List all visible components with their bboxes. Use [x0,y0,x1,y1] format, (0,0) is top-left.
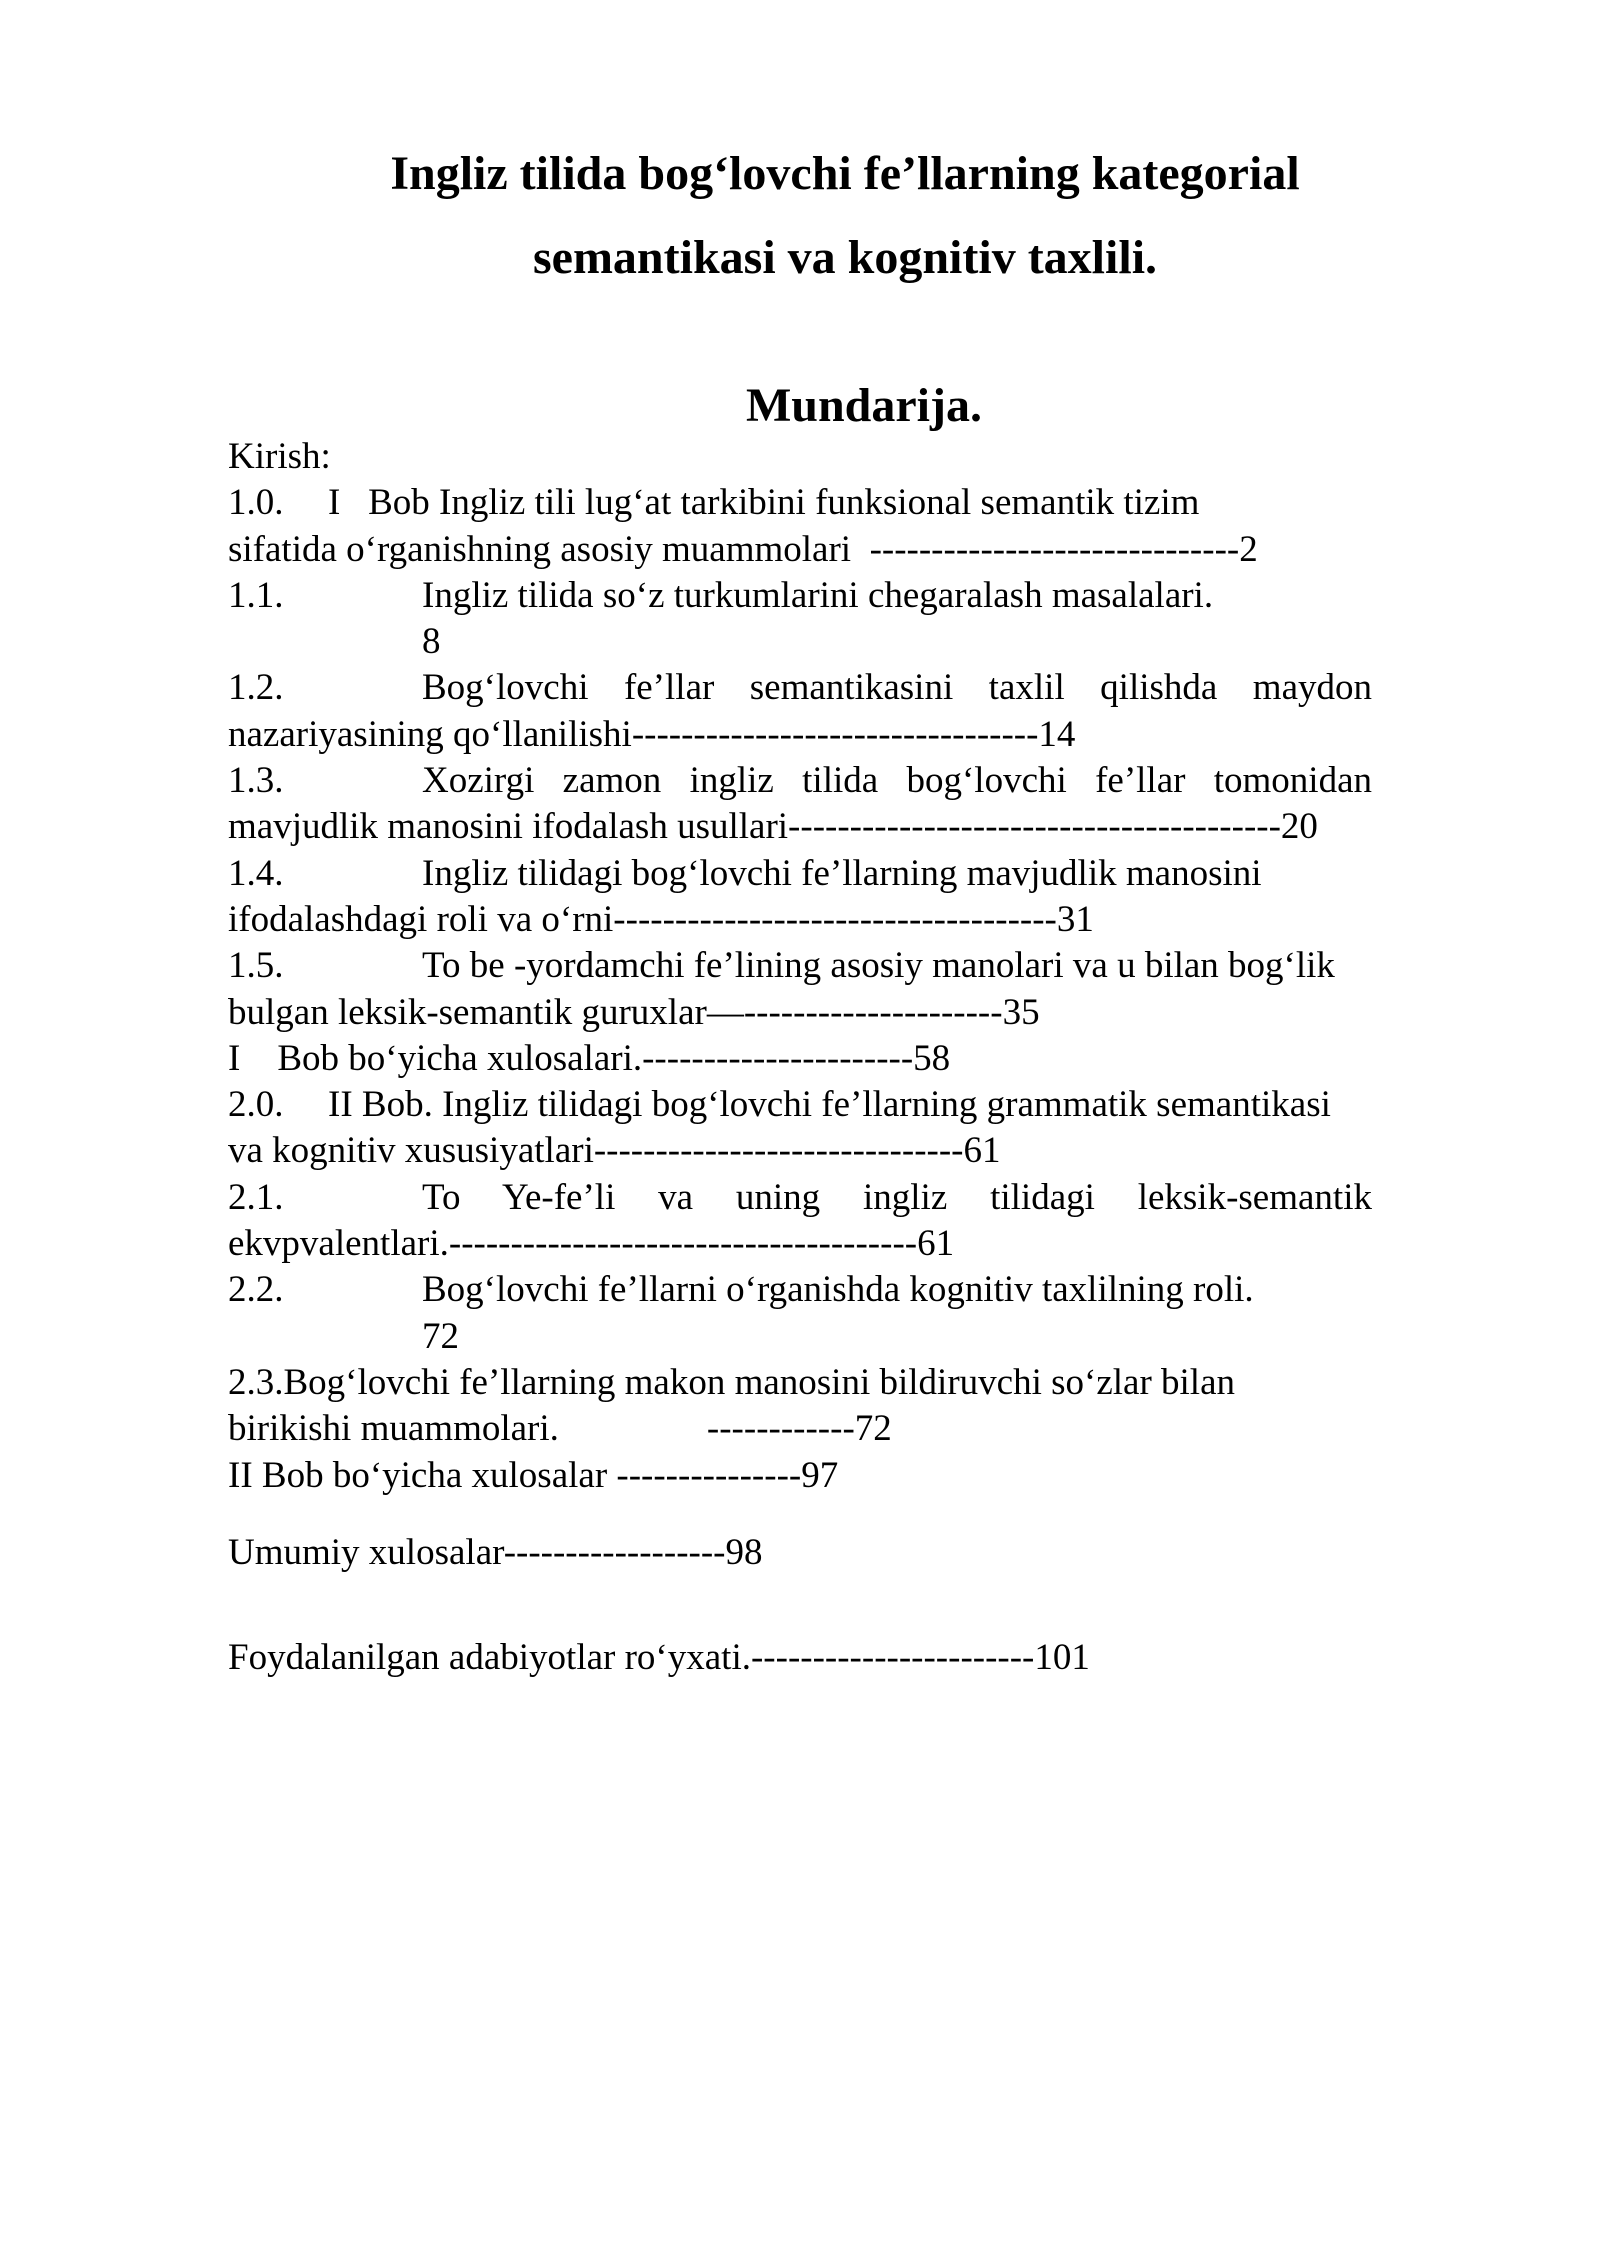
toc-line-number: 2.0. [228,1084,284,1126]
toc-line [228,527,1372,573]
toc-line-text: I Bob Ingliz tili lugʻat tarkibini funksional semantik tizim [328,482,1200,524]
toc-line [228,1036,1372,1082]
toc-line [228,1453,1372,1499]
toc-line-number: 1.4. [228,852,284,894]
toc-line-text: nazariyasining qoʻllanilishi---------------------------------14 [228,713,1076,755]
toc-line [228,712,1372,758]
toc-line-text: Bogʻlovchi fe’llarni oʻrganishda kognitiv taxlilning roli. [422,1269,1254,1311]
toc-line [228,434,1372,480]
toc-line [228,897,1372,943]
toc-line-text: II Bob. Ingliz tilidagi bogʻlovchi fe’llarning grammatik semantikasi [328,1084,1331,1126]
toc-line-text: bulgan leksik-semantik guruxlar—---------------------35 [228,991,1040,1033]
toc-line-text: va kognitiv xususiyatlari------------------------------61 [228,1130,1001,1172]
toc-line-number: 2.2. [228,1269,284,1311]
toc-line-text: ekvpvalentlari.--------------------------------------61 [228,1223,955,1265]
toc-line-number: 1.3. [228,760,284,802]
toc-line [228,665,1372,711]
toc-line [228,1267,1372,1313]
toc-list [228,434,1372,1681]
toc-line-text: Bogʻlovchi fe’llar semantikasini taxlil qilishda maydon [422,667,1372,709]
toc-line [228,758,1372,804]
toc-line [228,1530,1372,1576]
toc-heading: Mundarija. [745,379,982,432]
toc-line-text: Umumiy xulosalar------------------98 [228,1531,763,1573]
toc-line [228,1221,1372,1267]
toc-line-text: Kirish: [228,436,331,477]
toc-line [228,990,1372,1036]
toc-line-number: 1.2. [228,667,284,709]
toc-line-text: mavjudlik manosini ifodalash usullari----------------------------------------20 [228,806,1318,848]
toc-line-text: Ingliz tilidagi bogʻlovchi fe’llarning mavjudlik manosini [422,852,1262,894]
toc-line-text: 8 [422,621,441,663]
toc-line [228,1314,1372,1360]
toc-line-text: 72 [422,1315,459,1357]
toc-line-text: sifatida oʻrganishning asosiy muammolari ------------------------------2 [228,528,1258,570]
toc-line-text: I Bob boʻyicha xulosalari.----------------------58 [228,1037,951,1079]
document-title [228,132,1372,300]
toc-line [228,943,1372,989]
toc-line [228,619,1372,665]
toc-line-number: 1.1. [228,574,284,616]
toc-line [228,1360,1372,1406]
toc-line-text: Ingliz tilida soʻz turkumlarini chegaralash masalalari. [422,574,1214,616]
toc-line [228,851,1372,897]
toc-line [228,573,1372,619]
toc-line-text: To be -yordamchi fe’lining asosiy manolari va u bilan bogʻlik [422,945,1335,987]
toc-line-text: birikishi muammolari. ------------72 [228,1408,892,1450]
toc-line-text: 2.3.Bogʻlovchi fe’llarning makon manosini bildiruvchi soʻzlar bilan [228,1361,1236,1403]
toc-line-text: ifodalashdagi roli va oʻrni------------------------------------31 [228,898,1094,940]
toc-line [228,804,1372,850]
toc-line-text: II Bob boʻyicha xulosalar ---------------97 [228,1454,839,1496]
toc-line [228,1082,1372,1128]
title-line-1: Ingliz tilida bogʻlovchi fe’llarning kategorial [390,147,1300,200]
toc-line-number: 1.0. [228,482,284,524]
toc-line [228,1635,1372,1681]
toc-line [228,1175,1372,1221]
toc-line-number: 1.5. [228,945,284,987]
title-line-2: semantikasi va kognitiv taxlili. [532,231,1158,284]
toc-line [228,480,1372,526]
toc-line [228,1406,1372,1452]
toc-line-text: To Ye-fe’li va uning ingliz tilidagi leksik-semantik [422,1176,1372,1218]
page-content [228,132,1372,1681]
toc-line-text: Xozirgi zamon ingliz tilida bogʻlovchi fe’llar tomonidan [422,760,1372,802]
toc-line-text: Foydalanilgan adabiyotlar roʻyxati.-----------------------101 [228,1637,1090,1679]
toc-line [228,1128,1372,1174]
toc-line-number: 2.1. [228,1176,284,1218]
